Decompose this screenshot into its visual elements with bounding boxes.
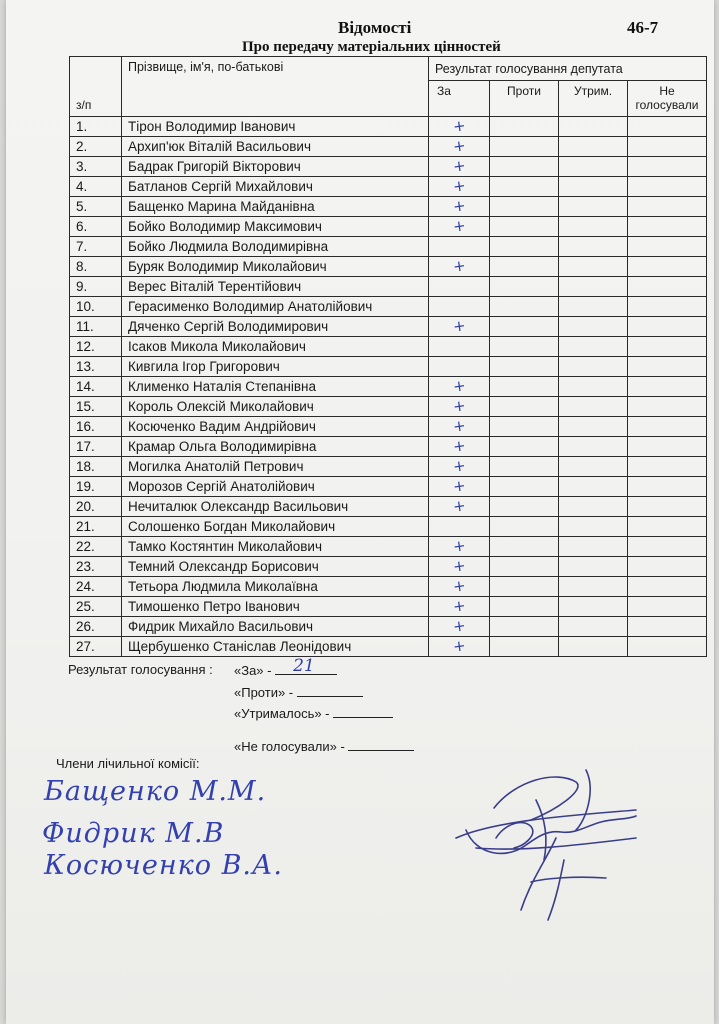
- row-ne-cell: [628, 517, 707, 537]
- row-utrym-cell: [559, 157, 628, 177]
- row-ne-cell: [628, 277, 707, 297]
- row-za-cell: [429, 357, 490, 377]
- row-utrym-cell: [559, 357, 628, 377]
- row-proty-cell: [490, 157, 559, 177]
- table-row: [70, 197, 707, 217]
- row-proty-cell: [490, 617, 559, 637]
- row-proty-cell: [490, 577, 559, 597]
- document-sheet: [6, 0, 714, 1024]
- header-name: Прізвище, ім'я, по-батькові: [122, 57, 429, 117]
- row-proty-cell: [490, 457, 559, 477]
- row-deputy-name: Бойко Людмила Володимирівна: [122, 237, 429, 257]
- header-za: За: [429, 81, 490, 117]
- row-ne-cell: [628, 257, 707, 277]
- row-za-cell: [429, 437, 490, 457]
- row-deputy-name: Щербушенко Станіслав Леонідович: [122, 637, 429, 657]
- row-number: 8.: [70, 257, 122, 277]
- result-ne: [234, 738, 414, 754]
- row-ne-cell: [628, 457, 707, 477]
- row-number: 5.: [70, 197, 122, 217]
- vote-mark-icon: +: [451, 136, 467, 156]
- row-ne-cell: [628, 177, 707, 197]
- row-deputy-name: Могилка Анатолій Петрович: [122, 457, 429, 477]
- row-za-cell: [429, 457, 490, 477]
- row-deputy-name: Тамко Костянтин Миколайович: [122, 537, 429, 557]
- result-utrym-blank: [333, 705, 393, 718]
- result-ne-blank: [348, 738, 414, 751]
- vote-mark-icon: +: [451, 496, 467, 516]
- result-za-blank: [275, 656, 337, 676]
- vote-rows: [70, 117, 707, 657]
- row-proty-cell: [490, 257, 559, 277]
- row-number: 24.: [70, 577, 122, 597]
- row-utrym-cell: [559, 297, 628, 317]
- row-deputy-name: Бойко Володимир Максимович: [122, 217, 429, 237]
- header-utrym: Утрим.: [559, 81, 628, 117]
- row-za-cell: [429, 417, 490, 437]
- row-proty-cell: [490, 637, 559, 657]
- row-number: 18.: [70, 457, 122, 477]
- row-proty-cell: [490, 137, 559, 157]
- row-za-cell: [429, 177, 490, 197]
- row-ne-cell: [628, 117, 707, 137]
- row-number: 10.: [70, 297, 122, 317]
- document-subtitle: Про передачу матеріальних цінностей: [242, 39, 501, 55]
- table-row: [70, 597, 707, 617]
- table-row: [70, 517, 707, 537]
- table-row: [70, 357, 707, 377]
- row-za-cell: [429, 637, 490, 657]
- row-za-cell: [429, 297, 490, 317]
- row-za-cell: [429, 377, 490, 397]
- row-za-cell: [429, 497, 490, 517]
- row-proty-cell: [490, 337, 559, 357]
- header-ne: Не голосували: [628, 81, 707, 117]
- row-deputy-name: Верес Віталій Терентійович: [122, 277, 429, 297]
- vote-mark-icon: +: [451, 156, 467, 176]
- row-proty-cell: [490, 197, 559, 217]
- row-deputy-name: Кивгила Ігор Григорович: [122, 357, 429, 377]
- vote-mark-icon: +: [451, 576, 467, 596]
- row-number: 2.: [70, 137, 122, 157]
- row-ne-cell: [628, 477, 707, 497]
- row-za-cell: [429, 217, 490, 237]
- row-number: 14.: [70, 377, 122, 397]
- row-deputy-name: Архип'юк Віталій Васильович: [122, 137, 429, 157]
- row-number: 25.: [70, 597, 122, 617]
- row-proty-cell: [490, 557, 559, 577]
- row-za-cell: [429, 197, 490, 217]
- row-ne-cell: [628, 337, 707, 357]
- row-za-cell: [429, 137, 490, 157]
- row-deputy-name: Дяченко Сергій Володимирович: [122, 317, 429, 337]
- row-number: 12.: [70, 337, 122, 357]
- row-utrym-cell: [559, 537, 628, 557]
- row-number: 16.: [70, 417, 122, 437]
- row-deputy-name: Темний Олександр Борисович: [122, 557, 429, 577]
- vote-mark-icon: +: [451, 316, 467, 336]
- row-number: 3.: [70, 157, 122, 177]
- row-utrym-cell: [559, 337, 628, 357]
- row-proty-cell: [490, 357, 559, 377]
- signature-graphic: [436, 760, 656, 930]
- table-row: [70, 297, 707, 317]
- header-proty: Проти: [490, 81, 559, 117]
- row-za-cell: [429, 277, 490, 297]
- row-deputy-name: Ісаков Микола Миколайович: [122, 337, 429, 357]
- document-code: 46-7: [627, 18, 659, 37]
- row-deputy-name: Крамар Ольга Володимирівна: [122, 437, 429, 457]
- row-utrym-cell: [559, 497, 628, 517]
- row-utrym-cell: [559, 177, 628, 197]
- result-utrym: [234, 705, 393, 721]
- row-utrym-cell: [559, 637, 628, 657]
- vote-mark-icon: +: [451, 176, 467, 196]
- table-row: [70, 477, 707, 497]
- row-number: 22.: [70, 537, 122, 557]
- row-deputy-name: Солошенко Богдан Миколайович: [122, 517, 429, 537]
- table-row: [70, 577, 707, 597]
- row-deputy-name: Косюченко Вадим Андрійович: [122, 417, 429, 437]
- row-za-cell: [429, 477, 490, 497]
- row-za-cell: [429, 557, 490, 577]
- vote-mark-icon: +: [451, 216, 467, 236]
- result-za-value: 21: [293, 656, 315, 676]
- row-proty-cell: [490, 177, 559, 197]
- row-za-cell: [429, 577, 490, 597]
- commission-member-2: Фидрик М.В: [42, 818, 225, 849]
- row-deputy-name: Герасименко Володимир Анатолійович: [122, 297, 429, 317]
- row-za-cell: [429, 517, 490, 537]
- row-deputy-name: Король Олексій Миколайович: [122, 397, 429, 417]
- row-number: 1.: [70, 117, 122, 137]
- row-deputy-name: Тірон Володимир Іванович: [122, 117, 429, 137]
- vote-mark-icon: +: [451, 376, 467, 396]
- table-row: [70, 537, 707, 557]
- table-row: [70, 557, 707, 577]
- commission-member-1: Бащенко М.М.: [44, 776, 267, 807]
- row-number: 26.: [70, 617, 122, 637]
- row-utrym-cell: [559, 397, 628, 417]
- vote-mark-icon: +: [451, 396, 467, 416]
- row-number: 15.: [70, 397, 122, 417]
- row-number: 27.: [70, 637, 122, 657]
- table-row: [70, 117, 707, 137]
- table-row: [70, 177, 707, 197]
- row-utrym-cell: [559, 237, 628, 257]
- result-proty: [234, 684, 363, 700]
- row-utrym-cell: [559, 477, 628, 497]
- row-ne-cell: [628, 417, 707, 437]
- row-ne-cell: [628, 617, 707, 637]
- row-number: 13.: [70, 357, 122, 377]
- row-ne-cell: [628, 237, 707, 257]
- row-za-cell: [429, 157, 490, 177]
- row-deputy-name: Бащенко Марина Майданівна: [122, 197, 429, 217]
- vote-mark-icon: +: [451, 196, 467, 216]
- row-ne-cell: [628, 317, 707, 337]
- vote-mark-icon: +: [451, 616, 467, 636]
- table-row: [70, 617, 707, 637]
- table-row: [70, 457, 707, 477]
- row-za-cell: [429, 537, 490, 557]
- row-ne-cell: [628, 597, 707, 617]
- results-label: Результат голосування :: [68, 662, 213, 677]
- document-title: Відомості: [338, 18, 412, 37]
- row-number: 7.: [70, 237, 122, 257]
- commission-label: Члени лічильної комісії:: [56, 756, 200, 771]
- row-proty-cell: [490, 217, 559, 237]
- vote-mark-icon: +: [451, 116, 467, 136]
- row-ne-cell: [628, 637, 707, 657]
- table-row: [70, 497, 707, 517]
- row-ne-cell: [628, 437, 707, 457]
- row-proty-cell: [490, 237, 559, 257]
- row-number: 23.: [70, 557, 122, 577]
- row-za-cell: [429, 597, 490, 617]
- table-row: [70, 157, 707, 177]
- result-ne-label: «Не голосували» -: [234, 739, 345, 754]
- row-number: 4.: [70, 177, 122, 197]
- row-ne-cell: [628, 297, 707, 317]
- row-utrym-cell: [559, 577, 628, 597]
- row-proty-cell: [490, 477, 559, 497]
- table-row: [70, 417, 707, 437]
- vote-mark-icon: +: [451, 436, 467, 456]
- row-utrym-cell: [559, 557, 628, 577]
- row-number: 17.: [70, 437, 122, 457]
- row-deputy-name: Буряк Володимир Миколайович: [122, 257, 429, 277]
- row-ne-cell: [628, 537, 707, 557]
- row-deputy-name: Морозов Сергій Анатолійович: [122, 477, 429, 497]
- row-utrym-cell: [559, 137, 628, 157]
- row-proty-cell: [490, 437, 559, 457]
- row-deputy-name: Батланов Сергій Михайлович: [122, 177, 429, 197]
- table-row: [70, 137, 707, 157]
- row-ne-cell: [628, 377, 707, 397]
- table-row: [70, 397, 707, 417]
- row-ne-cell: [628, 577, 707, 597]
- row-za-cell: [429, 257, 490, 277]
- row-za-cell: [429, 317, 490, 337]
- row-number: 6.: [70, 217, 122, 237]
- table-row: [70, 277, 707, 297]
- vote-mark-icon: +: [451, 536, 467, 556]
- vote-mark-icon: +: [451, 476, 467, 496]
- row-za-cell: [429, 237, 490, 257]
- table-row: [70, 217, 707, 237]
- table-row: [70, 437, 707, 457]
- row-utrym-cell: [559, 437, 628, 457]
- table-row: [70, 637, 707, 657]
- vote-table: [69, 56, 707, 657]
- row-ne-cell: [628, 357, 707, 377]
- row-za-cell: [429, 117, 490, 137]
- row-utrym-cell: [559, 217, 628, 237]
- table-row: [70, 377, 707, 397]
- result-proty-label: «Проти» -: [234, 685, 294, 700]
- row-deputy-name: Нечиталюк Олександр Васильович: [122, 497, 429, 517]
- row-utrym-cell: [559, 417, 628, 437]
- row-proty-cell: [490, 497, 559, 517]
- row-number: 11.: [70, 317, 122, 337]
- row-proty-cell: [490, 277, 559, 297]
- table-row: [70, 257, 707, 277]
- row-utrym-cell: [559, 317, 628, 337]
- row-proty-cell: [490, 517, 559, 537]
- row-deputy-name: Тимошенко Петро Іванович: [122, 597, 429, 617]
- row-utrym-cell: [559, 257, 628, 277]
- row-utrym-cell: [559, 197, 628, 217]
- header-num: з/п: [70, 57, 122, 117]
- result-za-label: «За» -: [234, 663, 272, 678]
- row-ne-cell: [628, 137, 707, 157]
- row-deputy-name: Фидрик Михайло Васильович: [122, 617, 429, 637]
- row-deputy-name: Клименко Наталія Степанівна: [122, 377, 429, 397]
- vote-mark-icon: +: [451, 416, 467, 436]
- row-proty-cell: [490, 417, 559, 437]
- header-result: Результат голосування депутата: [429, 57, 707, 81]
- row-ne-cell: [628, 157, 707, 177]
- vote-mark-icon: +: [451, 636, 467, 656]
- row-proty-cell: [490, 117, 559, 137]
- row-ne-cell: [628, 197, 707, 217]
- row-utrym-cell: [559, 377, 628, 397]
- row-proty-cell: [490, 397, 559, 417]
- row-ne-cell: [628, 557, 707, 577]
- row-number: 19.: [70, 477, 122, 497]
- row-utrym-cell: [559, 617, 628, 637]
- row-deputy-name: Тетьора Людмила Миколаївна: [122, 577, 429, 597]
- row-proty-cell: [490, 377, 559, 397]
- vote-mark-icon: +: [451, 256, 467, 276]
- row-ne-cell: [628, 217, 707, 237]
- row-ne-cell: [628, 397, 707, 417]
- result-za: [234, 656, 337, 678]
- row-utrym-cell: [559, 277, 628, 297]
- row-za-cell: [429, 617, 490, 637]
- row-number: 9.: [70, 277, 122, 297]
- result-proty-blank: [297, 684, 363, 697]
- row-number: 21.: [70, 517, 122, 537]
- vote-mark-icon: +: [451, 456, 467, 476]
- row-ne-cell: [628, 497, 707, 517]
- vote-mark-icon: +: [451, 556, 467, 576]
- row-utrym-cell: [559, 117, 628, 137]
- result-utrym-label: «Утрималось» -: [234, 706, 330, 721]
- row-proty-cell: [490, 537, 559, 557]
- table-row: [70, 337, 707, 357]
- vote-mark-icon: +: [451, 596, 467, 616]
- row-deputy-name: Бадрак Григорій Вікторович: [122, 157, 429, 177]
- table-row: [70, 317, 707, 337]
- row-proty-cell: [490, 317, 559, 337]
- commission-member-3: Косюченко В.А.: [44, 850, 284, 881]
- row-utrym-cell: [559, 517, 628, 537]
- row-utrym-cell: [559, 457, 628, 477]
- row-proty-cell: [490, 597, 559, 617]
- row-za-cell: [429, 337, 490, 357]
- row-za-cell: [429, 397, 490, 417]
- row-proty-cell: [490, 297, 559, 317]
- row-utrym-cell: [559, 597, 628, 617]
- table-row: [70, 237, 707, 257]
- row-number: 20.: [70, 497, 122, 517]
